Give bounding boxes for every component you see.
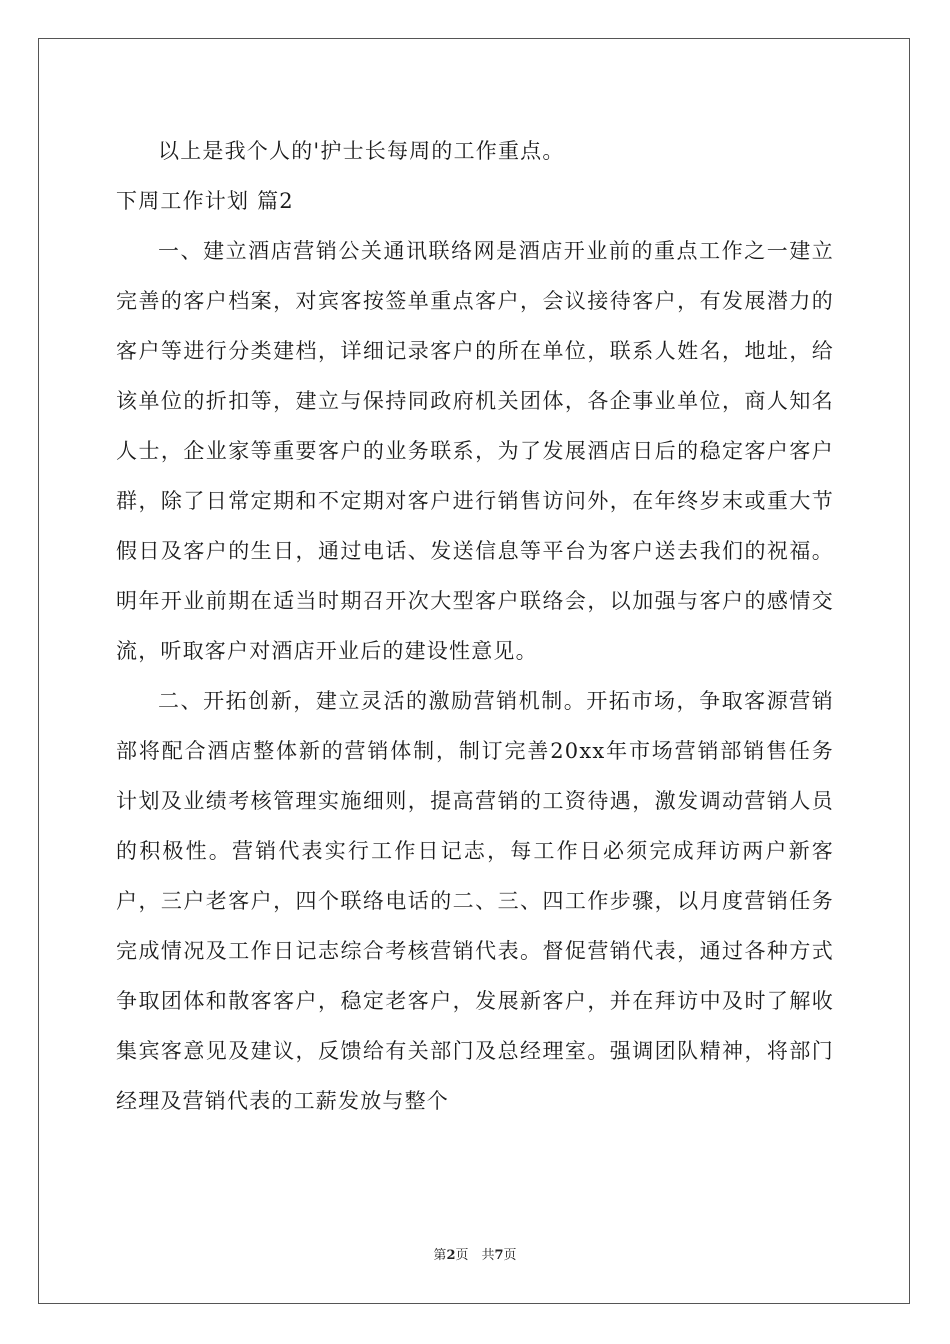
footer-prefix: 第: [433, 1248, 447, 1263]
intro-line: 以上是我个人的'护士长每周的工作重点。: [158, 139, 565, 163]
total-page-count: 7: [494, 1248, 504, 1263]
page-footer: [0, 1244, 950, 1263]
section-heading: 下周工作计划 篇2: [116, 189, 294, 213]
paragraph-2: 二、开拓创新，建立灵活的激励营销机制。开拓市场，争取客源营销部将配合酒店整体新的营销体制，制订完善20xx年市场营销部销售任务计划及业绩考核管理实施细则，提高营销的工资待遇，激发调动营销人员的积极性。营销代表实行工作日记志，每工作日必须完成拜访两户新客户，三户老客户，四个联络电话的二、三、四工作步骤，以月度营销任务完成情况及工作日记志综合考核营销代表。督促营销代表，通过各种方式争取团体和散客客户，稳定老客户，发展新客户，并在拜访中及时了解收集宾客意见及建议，反馈给有关部门及总经理室。强调团队精神，将部门经理及营销代表的工薪发放与整个: [116, 689, 834, 1113]
footer-suffix: 页: [503, 1248, 517, 1263]
document-body: [116, 126, 834, 1126]
paragraph-1: 一、建立酒店营销公关通讯联络网是酒店开业前的重点工作之一建立完善的客户档案，对宾客按签单重点客户，会议接待客户，有发展潜力的客户等进行分类建档，详细记录客户的所在单位，联系人姓名，地址，给该单位的折扣等，建立与保持同政府机关团体，各企事业单位，商人知名人士，企业家等重要客户的业务联系，为了发展酒店日后的稳定客户客户群，除了日常定期和不定期对客户进行销售访问外，在年终岁末或重大节假日及客户的生日，通过电话、发送信息等平台为客户送去我们的祝福。明年开业前期在适当时期召开次大型客户联络会，以加强与客户的感情交流，听取客户对酒店开业后的建设性意见。: [116, 239, 834, 663]
current-page-number: 2: [446, 1248, 456, 1263]
footer-mid: 页 共: [455, 1248, 495, 1263]
